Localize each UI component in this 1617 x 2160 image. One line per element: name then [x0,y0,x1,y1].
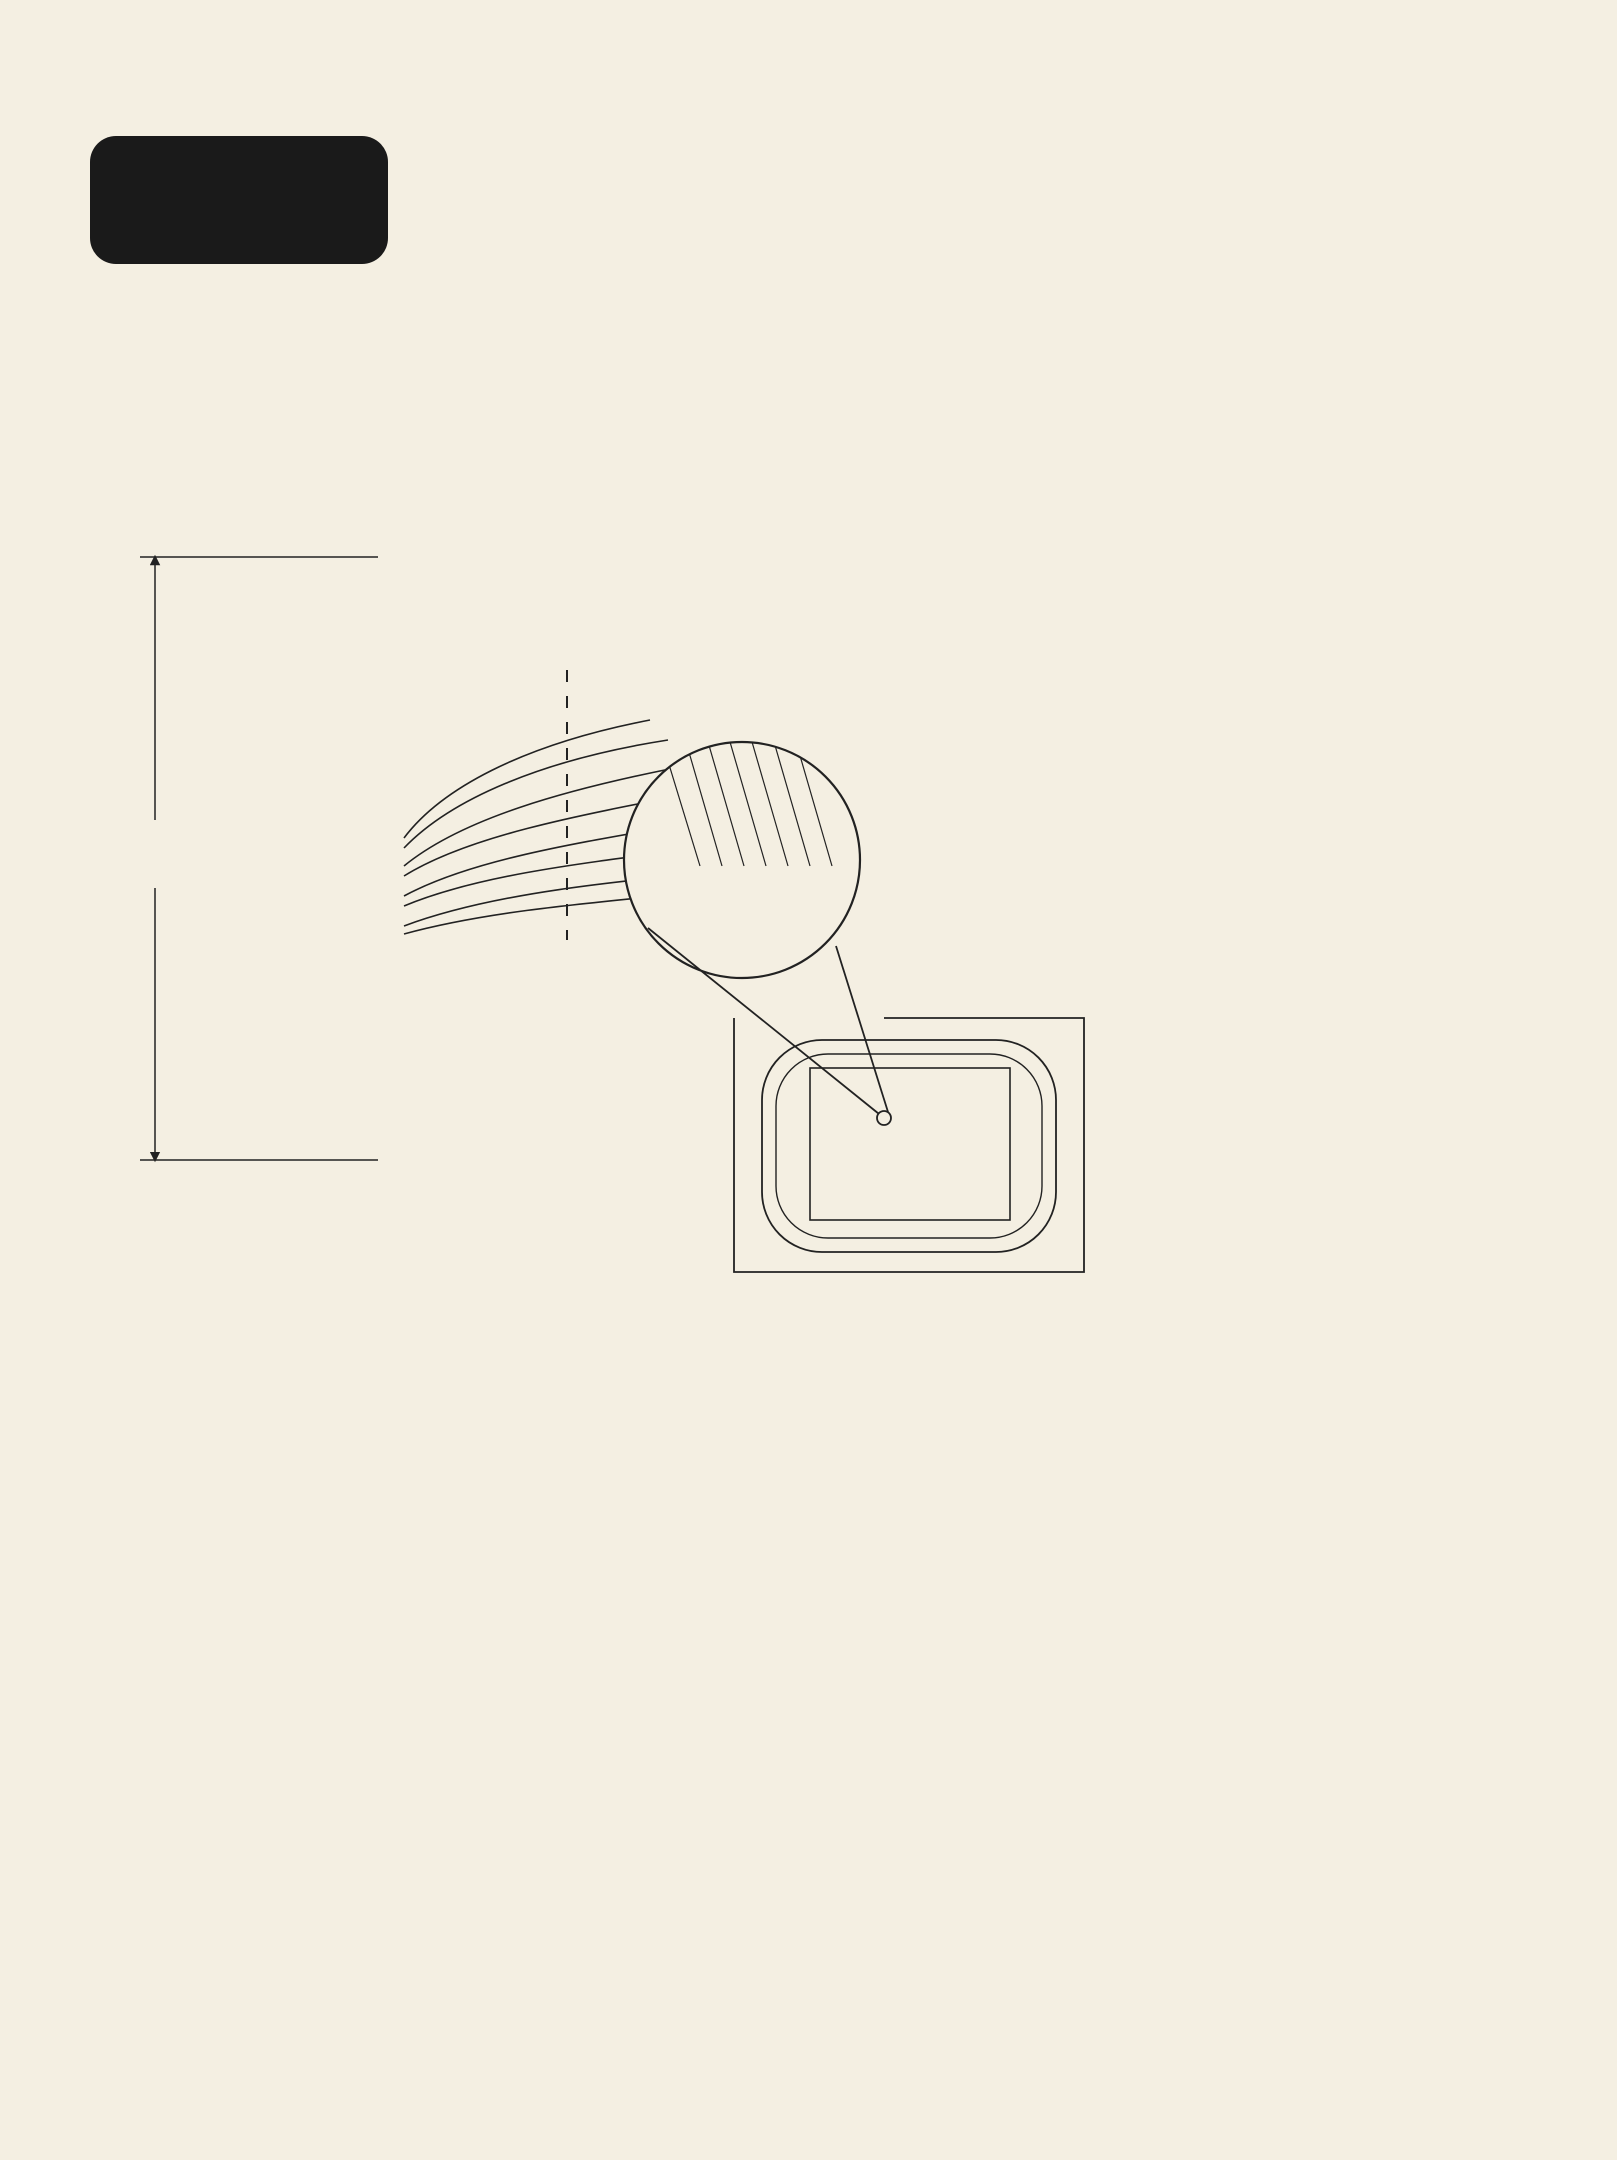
magnified-pixel-grid [620,735,870,990]
color-monitor [734,1018,1084,1272]
